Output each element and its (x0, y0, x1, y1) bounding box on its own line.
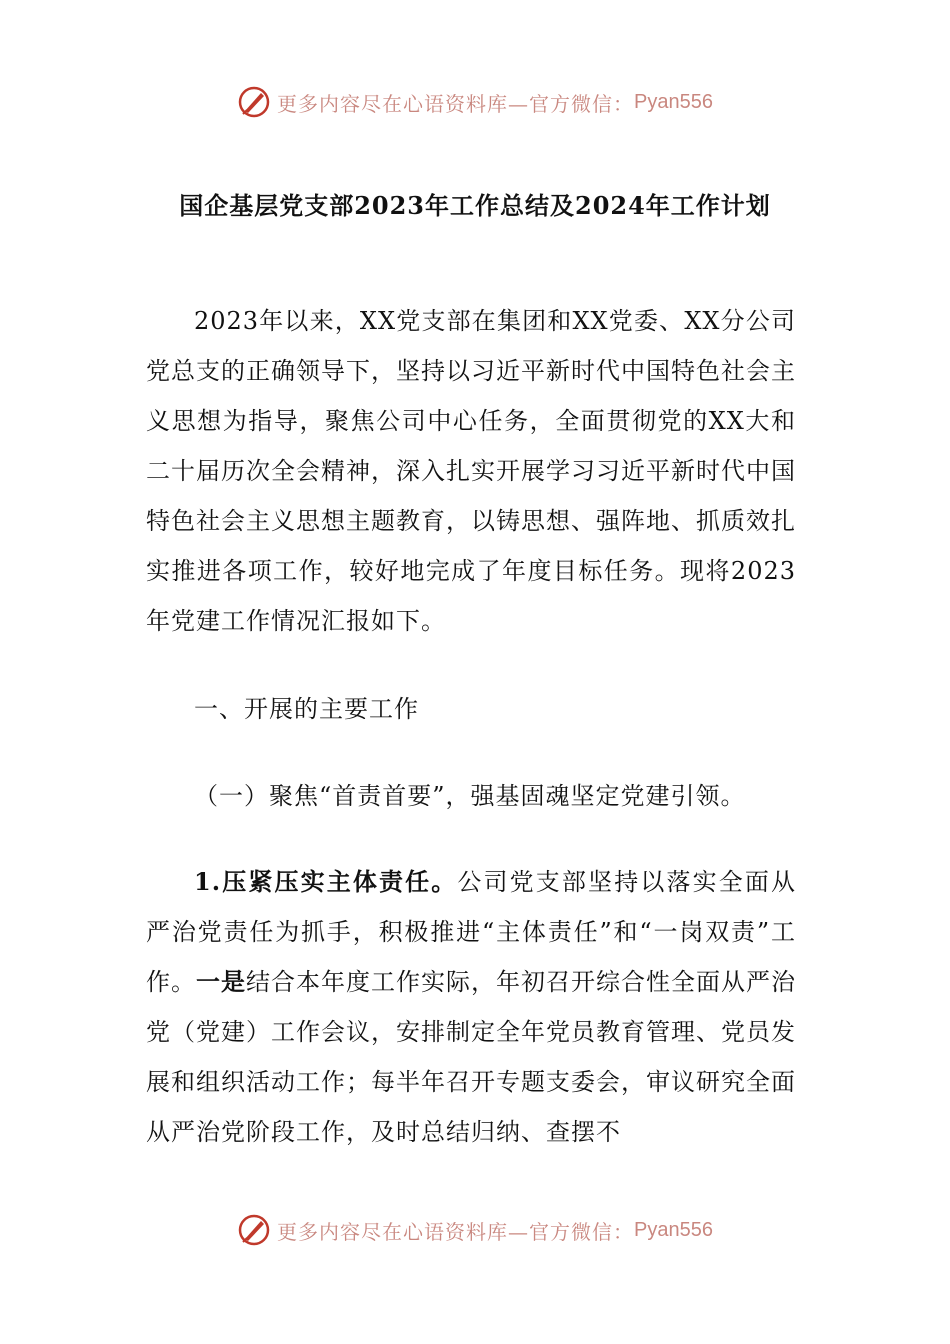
subsection-heading: （一）聚焦“首责首要”，强基固魂坚定党建引领。 (194, 782, 746, 810)
item-text-part1: 公司党支部坚持以落实全面从严治党责任为抓手，积极推进“主体责任”和“一岗双责”工作。 (146, 868, 796, 996)
document-title: 国企基层党支部2023年工作总结及2024年工作计划 (179, 191, 771, 220)
quill-seal-icon (237, 1213, 271, 1247)
watermark-footer (0, 1210, 950, 1250)
quill-seal-icon (237, 85, 271, 119)
intro-paragraph: 2023年以来，XX党支部在集团和XX党委、XX分公司党总支的正确领导下，坚持以习近平新时代中国特色社会主义思想为指导，聚焦公司中心任务，全面贯彻党的XX大和二十届历次全会精神，深入扎实开展学习习近平新时代中国特色社会主义思想主题教育，以铸思想、强阵地、抓质效扎实推进各项工作，较好地完成了年度目标任务。现将2023年党建工作情况汇报如下。 (146, 307, 796, 635)
item-text-part2: 结合本年度工作实际，年初召开综合性全面从严治党（党建）工作会议，安排制定全年党员教育管理、党员发展和组织活动工作；每半年召开专题支委会，审议研究全面从严治党阶段工作，及时总结归纳、查摆不 (146, 968, 796, 1146)
item-paragraph (146, 857, 796, 1157)
watermark-text: 更多内容尽在心语资料库—官方微信： (277, 91, 635, 116)
document-body (146, 296, 796, 1157)
item-lead: 1.压紧压实主体责任。 (194, 867, 458, 896)
watermark-text: 更多内容尽在心语资料库—官方微信： (277, 1219, 635, 1244)
item-emphasis: 一是 (196, 967, 246, 996)
watermark-wechat-id: Pyan556 (634, 1218, 713, 1241)
watermark-header (0, 82, 950, 122)
section-heading: 一、开展的主要工作 (194, 695, 419, 723)
watermark-wechat-id: Pyan556 (634, 90, 713, 113)
